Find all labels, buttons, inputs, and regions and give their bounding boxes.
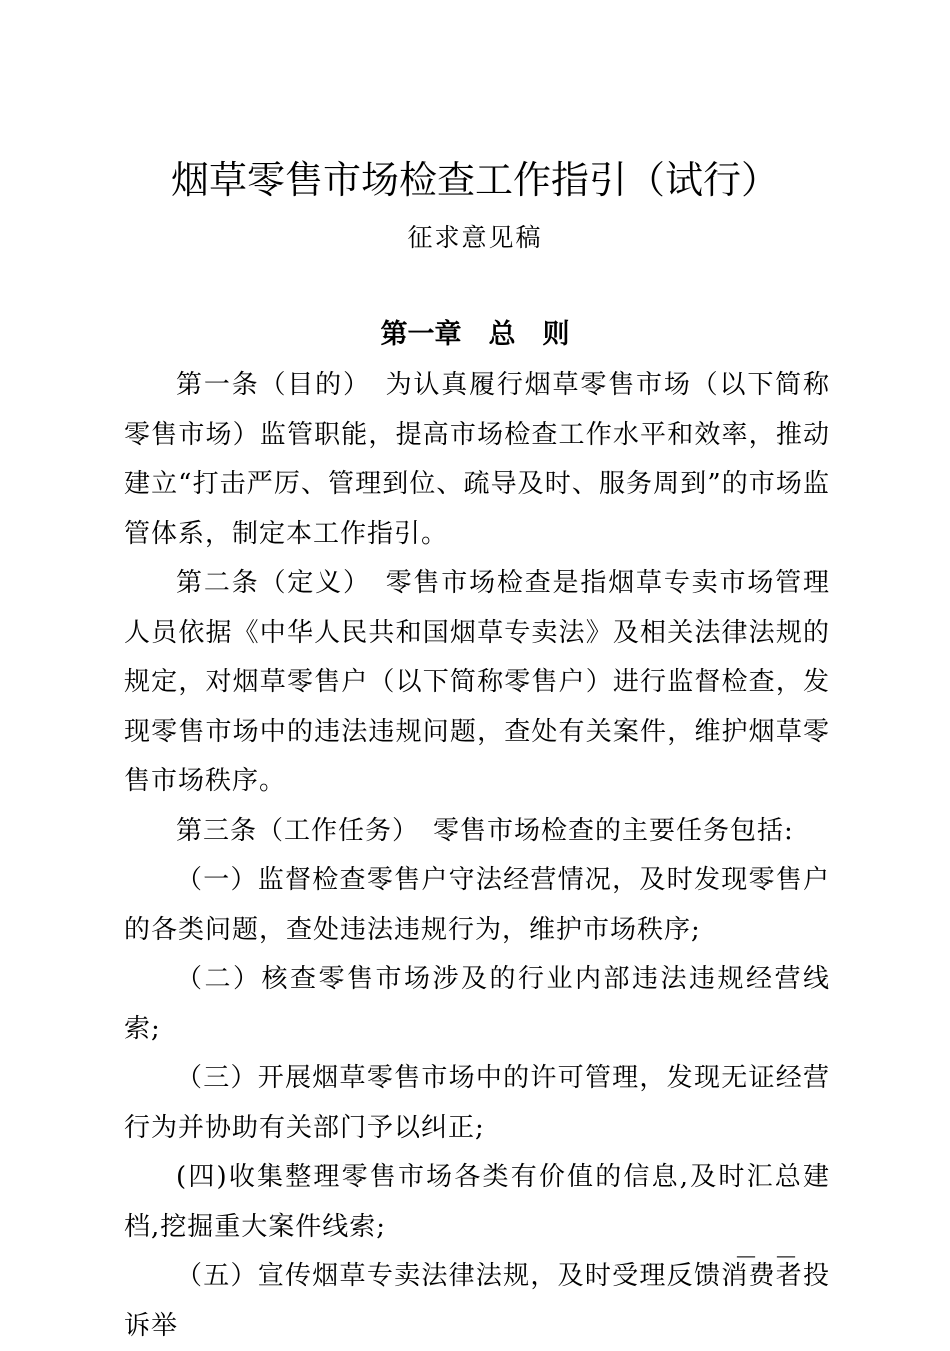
- article-2-lead: 第二条（定义）: [176, 568, 386, 598]
- article-3-paragraph: [124, 807, 830, 857]
- article-3-lead: 第三条（工作任务）: [176, 815, 434, 846]
- task-item-1: [124, 856, 830, 955]
- task-item-5-text: （五）宣传烟草专卖法律法规，及时受理反馈消费者投诉举: [124, 1261, 830, 1341]
- page-number-marker: — —: [736, 1243, 796, 1267]
- task-item-2-text: （二）核查零售市场涉及的行业内部违法违规经营线索;: [124, 964, 830, 1044]
- task-item-4: [124, 1153, 830, 1252]
- article-2-text: 零售市场检查是指烟草专卖市场管理人员依据《中华人民共和国烟草专卖法》及相关法律法规的规定，对烟草零售户（以下简称零售户）进行监督检查，发现零售市场中的违法违规问题，查处有关案件，维护烟草零售市场秩序。: [124, 568, 830, 796]
- article-1-lead: 第一条（目的）: [176, 370, 386, 400]
- document-title: 烟草零售市场检查工作指引（试行）: [170, 158, 779, 202]
- task-item-3: [124, 1054, 830, 1153]
- task-item-1-text: （一）监督检查零售户守法经营情况，及时发现零售户的各类问题，查处违法违规行为，维护市场秩序;: [124, 865, 830, 945]
- article-1-text: 为认真履行烟草零售市场（以下简称零售市场）监管职能，提高市场检查工作水平和效率，推动建立“打击严厉、管理到位、疏导及时、服务周到”的市场监管体系，制定本工作指引。: [124, 370, 830, 549]
- task-item-5: [124, 1252, 830, 1351]
- task-item-4-text: (四)收集整理零售市场各类有价值的信息,及时汇总建档,挖掘重大案件线索;: [124, 1162, 830, 1242]
- document-subtitle: 征求意见稿: [407, 223, 543, 252]
- article-3-text: 零售市场检查的主要任务包括:: [433, 815, 794, 846]
- task-item-3-text: （三）开展烟草零售市场中的许可管理，发现无证经营行为并协助有关部门予以纠正;: [124, 1063, 830, 1143]
- document-body: [124, 361, 830, 1351]
- article-2-paragraph: [124, 559, 830, 807]
- article-1-paragraph: [124, 361, 830, 559]
- chapter-heading: 第一章 总 则: [380, 319, 570, 350]
- task-item-2: [124, 955, 830, 1054]
